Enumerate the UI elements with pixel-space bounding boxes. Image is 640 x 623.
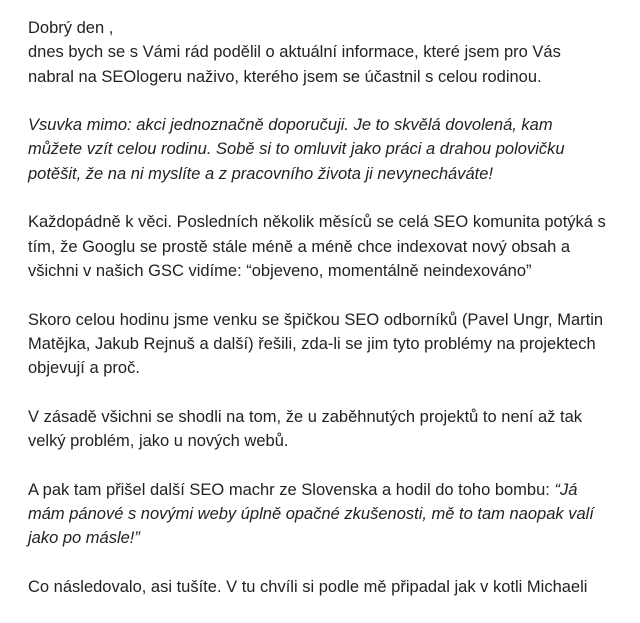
paragraph-indexing bbox=[28, 210, 618, 283]
aside-line: můžete vzít celou rodinu. Sobě si to omluvit jako práci a drahou polovičku bbox=[28, 140, 565, 159]
quote-intro: A pak tam přišel další SEO machr ze Slovenska a hodil do toho bombu: bbox=[28, 480, 555, 499]
quote-start: “Já bbox=[554, 480, 578, 499]
email-body bbox=[28, 16, 618, 623]
paragraph-experts bbox=[28, 308, 618, 381]
greeting: Dobrý den , bbox=[28, 19, 114, 37]
paragraph-line: všichni v našich GSC vidíme: “objeveno, momentálně neindexováno” bbox=[28, 261, 532, 280]
paragraph-line: objevují a proč. bbox=[28, 359, 140, 378]
intro-line: dnes bych se s Vámi rád podělil o aktuální informace, které jsem pro Vás bbox=[28, 43, 561, 62]
paragraph-consensus bbox=[28, 405, 618, 454]
quote-line: mám pánové s novými weby úplně opačné zkušenosti, mě to tam naopak valí bbox=[28, 504, 594, 523]
paragraph-line: V zásadě všichni se shodli na tom, že u zaběhnutých projektů to není až tak bbox=[28, 407, 582, 426]
greeting-block bbox=[28, 16, 618, 89]
intro-line: nabral na SEOlogeru naživo, kterého jsem se účastnil s celou rodinou. bbox=[28, 67, 542, 86]
paragraph-line: Skoro celou hodinu jsme venku se špičkou SEO odborníků (Pavel Ungr, Martin bbox=[28, 310, 604, 329]
paragraph-line: Matějka, Jakub Rejnuš a další) řešili, zda-li se jim tyto problémy na projektech bbox=[28, 334, 596, 353]
aside-line: potěšit, že na ni myslíte a z pracovního života ji nevynecháváte! bbox=[28, 164, 493, 183]
paragraph-line: Co následovalo, asi tušíte. V tu chvíli si podle mě připadal jak v kotli Michaeli bbox=[28, 577, 588, 596]
aside-paragraph bbox=[28, 113, 618, 186]
quote-line: jako po másle!” bbox=[28, 529, 140, 548]
paragraph-line: tím, že Googlu se prostě stále méně a méně chce indexovat nový obsah a bbox=[28, 237, 571, 256]
paragraph-line bbox=[28, 478, 618, 502]
paragraph-aftermath bbox=[28, 575, 618, 599]
aside-line: Vsuvka mimo: akci jednoznačně doporučuji. Je to skvělá dovolená, kam bbox=[28, 116, 553, 135]
paragraph-line: Každopádně k věci. Posledních několik měsíců se celá SEO komunita potýká s bbox=[28, 213, 606, 232]
paragraph-line: velký problém, jako u nových webů. bbox=[28, 432, 289, 451]
paragraph-slovak-expert bbox=[28, 478, 618, 551]
